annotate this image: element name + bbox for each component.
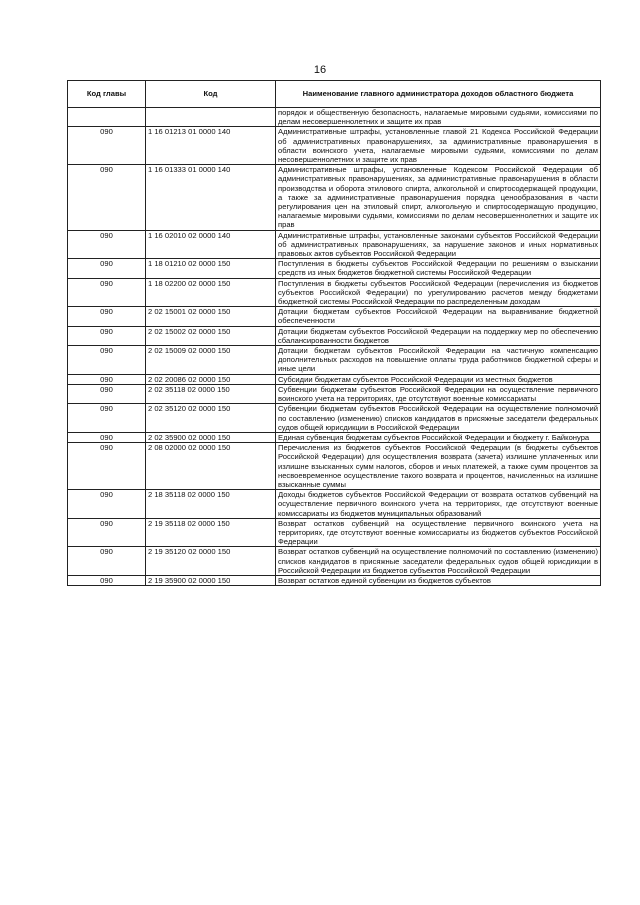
- table-row: [68, 127, 601, 165]
- table-row: [68, 384, 601, 403]
- table-row: [68, 432, 601, 442]
- cell-administrator-name: Субвенции бюджетам субъектов Российской Федерации на осуществление полномочий по составлению (изменению) списков кандидатов в присяжные заседатели федеральных судов общей юрисдикции в Российской Федерации: [276, 404, 601, 433]
- cell-administrator-name: Возврат остатков единой субвенции из бюджетов субъектов: [276, 575, 601, 585]
- cell-administrator-name: Поступления в бюджеты субъектов Российской Федерации (перечисления из бюджетов субъектов Российской Федерации) по урегулированию расчетов между бюджетами бюджетной системы Российской Федерации по распределенным доходам: [276, 278, 601, 307]
- cell-administrator-name: Дотации бюджетам субъектов Российской Федерации на частичную компенсацию дополнительных расходов на повышение оплаты труда работников бюджетной сферы и иные цели: [276, 346, 601, 375]
- cell-budget-code: 2 19 35120 02 0000 150: [146, 547, 276, 576]
- cell-budget-code: 1 16 01333 01 0000 140: [146, 165, 276, 230]
- cell-budget-code: 1 18 01210 02 0000 150: [146, 259, 276, 278]
- cell-chapter-code: 090: [68, 326, 146, 345]
- cell-chapter-code: 090: [68, 490, 146, 519]
- header-code: Код: [146, 81, 276, 108]
- table-row: [68, 518, 601, 547]
- cell-budget-code: 2 08 02000 02 0000 150: [146, 443, 276, 490]
- table-row: [68, 575, 601, 585]
- cell-administrator-name: Дотации бюджетам субъектов Российской Федерации на поддержку мер по обеспечению сбалансированности бюджетов: [276, 326, 601, 345]
- cell-chapter-code: 090: [68, 575, 146, 585]
- header-administrator-name: Наименование главного администратора доходов областного бюджета: [276, 81, 601, 108]
- cell-chapter-code: 090: [68, 230, 146, 259]
- cell-chapter-code: 090: [68, 307, 146, 326]
- cell-budget-code: 2 02 35120 02 0000 150: [146, 404, 276, 433]
- cell-administrator-name: Административные штрафы, установленные главой 21 Кодекса Российской Федерации об административных правонарушениях, за административные правонарушения в области воинского учета, налагаемые мировыми судьями, комиссиями по делам несовершеннолетних и защите их прав: [276, 127, 601, 165]
- cell-chapter-code: 090: [68, 346, 146, 375]
- cell-administrator-name: Единая субвенция бюджетам субъектов Российской Федерации и бюджету г. Байконура: [276, 432, 601, 442]
- cell-chapter-code: 090: [68, 127, 146, 165]
- cell-chapter-code: 090: [68, 547, 146, 576]
- cell-chapter-code: 090: [68, 259, 146, 278]
- cell-chapter-code: [68, 108, 146, 127]
- cell-chapter-code: 090: [68, 404, 146, 433]
- table-row: [68, 346, 601, 375]
- table-row: [68, 108, 601, 127]
- cell-chapter-code: 090: [68, 278, 146, 307]
- cell-administrator-name: Административные штрафы, установленные Кодексом Российской Федерации об административных правонарушениях, за административные правонарушения в области производства и оборота этилового спирта, алкогольной и спиртосодержащей продукции, а также за административные правонарушения порядка ценообразования в части регулирования цен на этиловый спирт, алкогольную и спиртосодержащую продукцию, налагаемые мировыми судьями, комиссиями по делам несовершеннолетних и защите их прав: [276, 165, 601, 230]
- table-header-row: [68, 81, 601, 108]
- cell-administrator-name: Доходы бюджетов субъектов Российской Федерации от возврата остатков субвенций на осуществление первичного воинского учета на территориях, где отсутствуют военные комиссариаты из бюджетов муниципальных образований: [276, 490, 601, 519]
- cell-chapter-code: 090: [68, 443, 146, 490]
- cell-chapter-code: 090: [68, 374, 146, 384]
- cell-chapter-code: 090: [68, 384, 146, 403]
- cell-budget-code: 2 02 20086 02 0000 150: [146, 374, 276, 384]
- cell-administrator-name: Возврат остатков субвенций на осуществление первичного воинского учета на территориях, где отсутствуют военные комиссариаты из бюджетов субъектов Российской Федерации: [276, 518, 601, 547]
- table-row: [68, 326, 601, 345]
- table-row: [68, 547, 601, 576]
- cell-budget-code: 2 02 35900 02 0000 150: [146, 432, 276, 442]
- table-row: [68, 230, 601, 259]
- cell-chapter-code: 090: [68, 165, 146, 230]
- cell-budget-code: 2 02 15009 02 0000 150: [146, 346, 276, 375]
- cell-administrator-name: Дотации бюджетам субъектов Российской Федерации на выравнивание бюджетной обеспеченности: [276, 307, 601, 326]
- cell-administrator-name: Перечисления из бюджетов субъектов Российской Федерации (в бюджеты субъектов Российской Федерации) для осуществления возврата (зачета) излишне уплаченных или излишне взысканных сумм налогов, сборов и иных платежей, а также сумм процентов за несвоевременное осуществление такого возврата и процентов, начисленных на излишне взысканные суммы: [276, 443, 601, 490]
- cell-chapter-code: 090: [68, 518, 146, 547]
- table-row: [68, 490, 601, 519]
- cell-budget-code: 2 19 35900 02 0000 150: [146, 575, 276, 585]
- cell-administrator-name: порядок и общественную безопасность, налагаемые мировыми судьями, комиссиями по делам несовершеннолетних и защите их прав: [276, 108, 601, 127]
- table-row: [68, 307, 601, 326]
- cell-budget-code: 2 18 35118 02 0000 150: [146, 490, 276, 519]
- cell-administrator-name: Возврат остатков субвенций на осуществление полномочий по составлению (изменению) списков кандидатов в присяжные заседатели федеральных судов общей юрисдикции в Российской Федерации из бюджетов субъектов Российской Федерации: [276, 547, 601, 576]
- cell-administrator-name: Субвенции бюджетам субъектов Российской Федерации на осуществление первичного воинского учета на территориях, где отсутствуют военные комиссариаты: [276, 384, 601, 403]
- table-row: [68, 374, 601, 384]
- cell-budget-code: 2 19 35118 02 0000 150: [146, 518, 276, 547]
- cell-budget-code: 1 16 01213 01 0000 140: [146, 127, 276, 165]
- table-row: [68, 278, 601, 307]
- revenue-administrators-table: [67, 80, 601, 586]
- header-chapter-code: Код главы: [68, 81, 146, 108]
- table-row: [68, 404, 601, 433]
- cell-budget-code: 2 02 15001 02 0000 150: [146, 307, 276, 326]
- cell-administrator-name: Субсидии бюджетам субъектов Российской Федерации из местных бюджетов: [276, 374, 601, 384]
- cell-budget-code: 1 18 02200 02 0000 150: [146, 278, 276, 307]
- cell-budget-code: 2 02 35118 02 0000 150: [146, 384, 276, 403]
- page-number: 16: [313, 64, 327, 76]
- cell-chapter-code: 090: [68, 432, 146, 442]
- table-row: [68, 443, 601, 490]
- cell-administrator-name: Поступления в бюджеты субъектов Российской Федерации по решениям о взыскании средств из иных бюджетов бюджетной системы Российской Федерации: [276, 259, 601, 278]
- cell-budget-code: 2 02 15002 02 0000 150: [146, 326, 276, 345]
- cell-administrator-name: Административные штрафы, установленные законами субъектов Российской Федерации об административных правонарушениях, за нарушение законов и иных нормативных правовых актов субъектов Российской Федерации: [276, 230, 601, 259]
- table-row: [68, 259, 601, 278]
- cell-budget-code: [146, 108, 276, 127]
- cell-budget-code: 1 16 02010 02 0000 140: [146, 230, 276, 259]
- table-row: [68, 165, 601, 230]
